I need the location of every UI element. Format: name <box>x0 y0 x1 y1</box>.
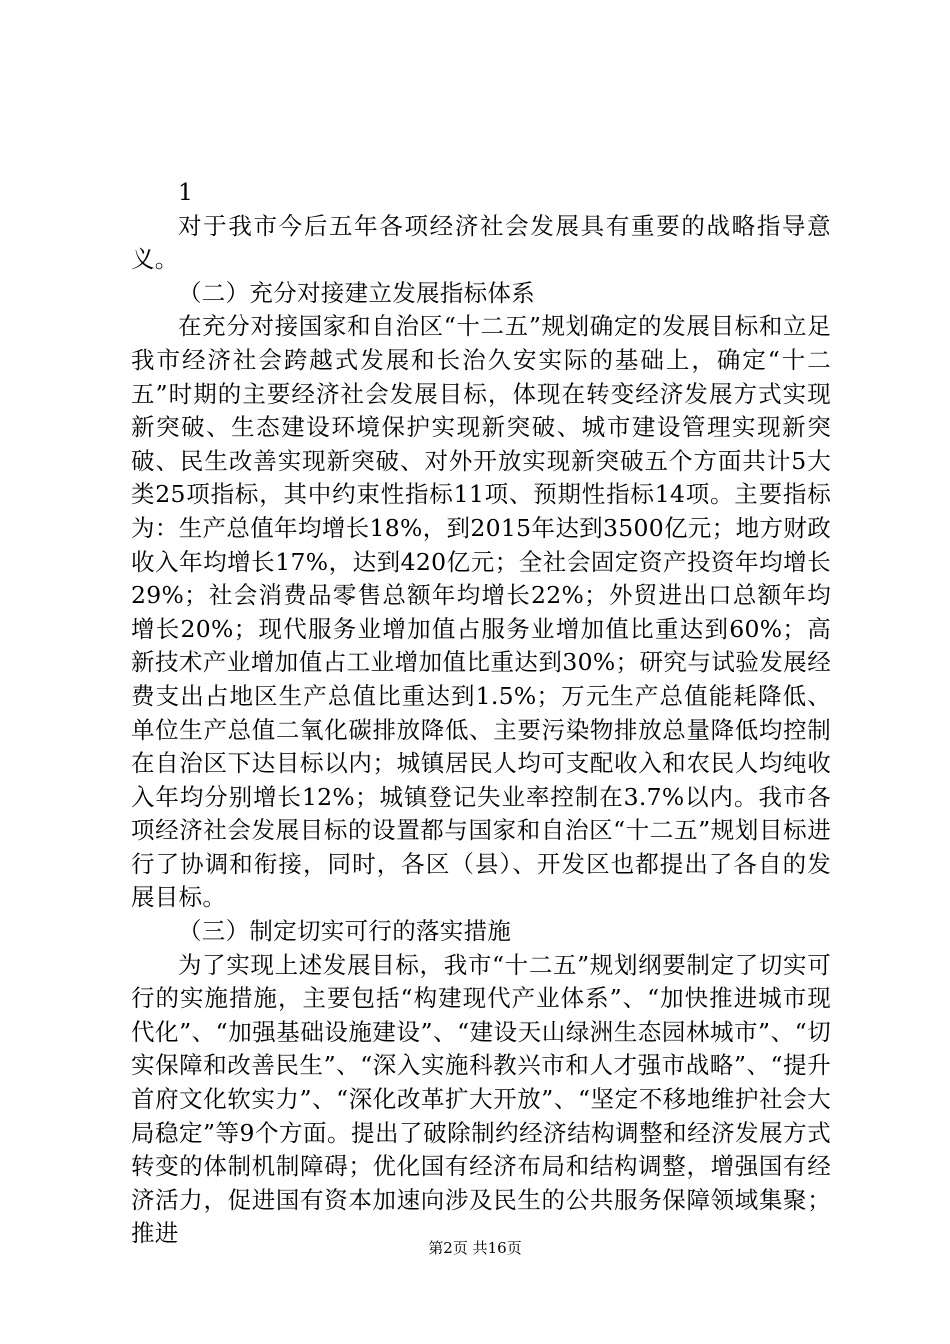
paragraph-measures: 为了实现上述发展目标，我市“十二五”规划纲要制定了切实可行的实施措施，主要包括“构建现代产业体系”、“加快推进城市现代化”、“加强基础设施建设”、“建设天山绿洲生态园林城市”、“切实保障和改善民生”、“深入实施科教兴市和人才强市战略”、“提升首府文化软实力”、“深化改革扩大开放”、“坚定不移地维护社会大局稳定”等9个方面。提出了破除制约经济结构调整和经济发展方式转变的体制机制障碍；优化国有经济布局和结构调整，增强国有经济活力，促进国有资本加速向涉及民生的公共服务保障领域集聚；推进 <box>131 950 831 1248</box>
paragraph-intro-continuation: 对于我市今后五年各项经济社会发展具有重要的战略指导意义。 <box>131 211 831 274</box>
previous-page-number: 1 <box>178 178 194 206</box>
page-footer: 第2页 共16页 <box>428 1239 522 1257</box>
section-heading-2: （二）充分对接建立发展指标体系 <box>178 278 535 307</box>
paragraph-indicators: 在充分对接国家和自治区“十二五”规划确定的发展目标和立足我市经济社会跨越式发展和长治久安实际的基础上，确定“十二五”时期的主要经济社会发展目标，体现在转变经济发展方式实现新突破、生态建设环境保护实现新突破、城市建设管理实现新突破、民生改善实现新突破、对外开放实现新突破五个方面共计5大类25项指标，其中约束性指标11项、预期性指标14项。主要指标为：生产总值年均增长18%，到2015年达到3500亿元；地方财政收入年均增长17%，达到420亿元；全社会固定资产投资年均增长29%；社会消费品零售总额年均增长22%；外贸进出口总额年均增长20%；现代服务业增加值占服务业增加值比重达到60%；高新技术产业增加值占工业增加值比重达到30%；研究与试验发展经费支出占地区生产总值比重达到1.5%；万元生产总值能耗降低、单位生产总值二氧化碳排放降低、主要污染物排放总量降低均控制在自治区下达目标以内；城镇居民人均可支配收入和农民人均纯收入年均分别增长12%；城镇登记失业率控制在3.7%以内。我市各项经济社会发展目标的设置都与国家和自治区“十二五”规划目标进行了协调和衔接，同时，各区（县）、开发区也都提出了各自的发展目标。 <box>131 312 831 912</box>
document-body <box>131 176 831 1251</box>
section-heading-3: （三）制定切实可行的落实措施 <box>178 917 512 946</box>
